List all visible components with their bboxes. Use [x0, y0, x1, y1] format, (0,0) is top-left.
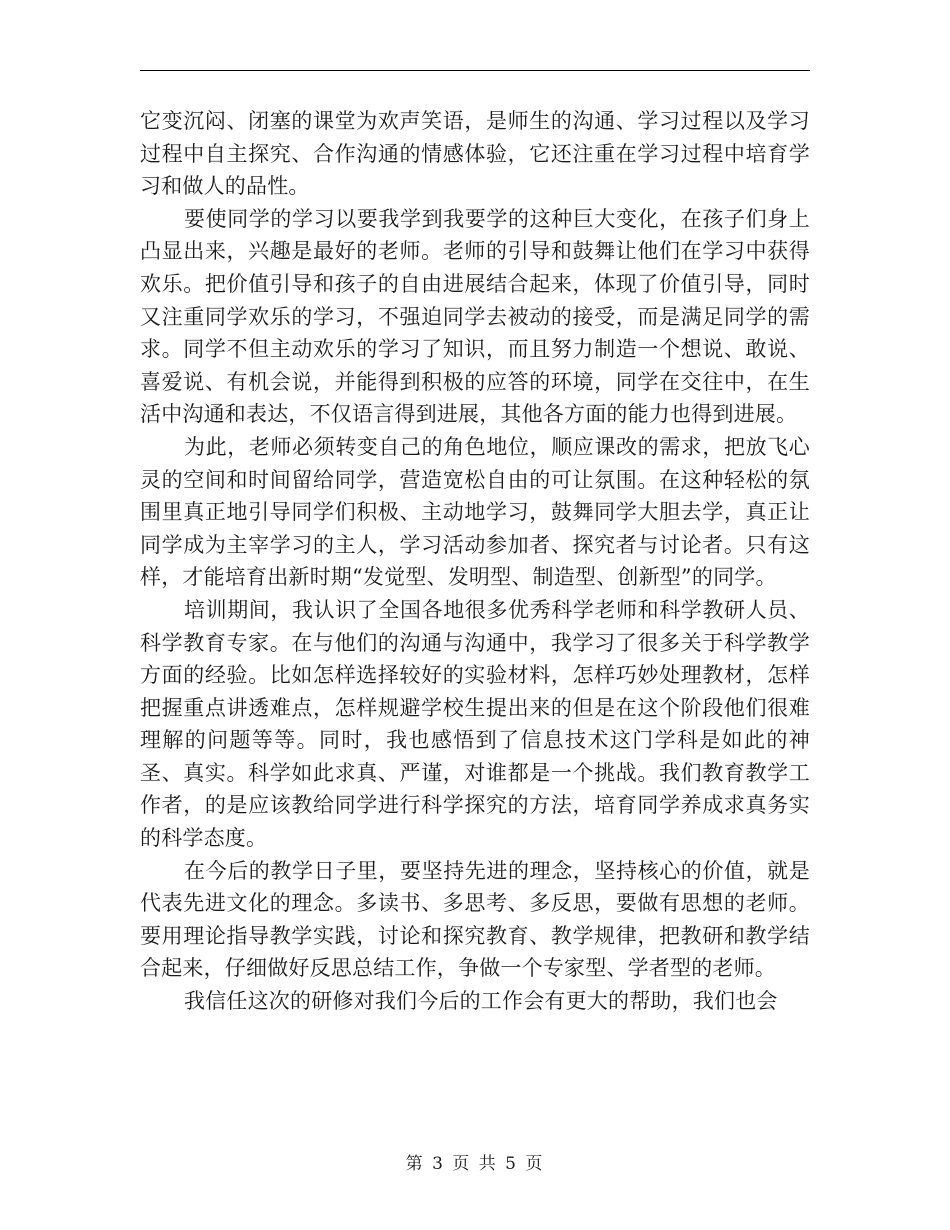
paragraph-4: 培训期间，我认识了全国各地很多优秀科学老师和科学教研人员、科学教育专家。在与他们的沟通与沟通中，我学习了很多关于科学教学方面的经验。比如怎样选择较好的实验材料，怎样巧妙处理教材，怎样把握重点讲透难点，怎样规避学校生提出来的但是在这个阶段他们很难理解的问题等等。同时，我也感悟到了信息技术这门学科是如此的神圣、真实。科学如此求真、严谨，对谁都是一个挑战。我们教育教学工作者，的是应该教给同学进行科学探究的方法，培育同学养成求真务实的科学态度。	[140, 597, 810, 851]
header-rule	[140, 70, 810, 71]
paragraph-3: 为此，老师必须转变自己的角色地位，顺应课改的需求，把放飞心灵的空间和时间留给同学，营造宽松自由的可让氛围。在这种轻松的氛围里真正地引导同学们积极、主动地学习，鼓舞同学大胆去学，真正让同学成为主宰学习的主人，学习活动参加者、探究者与讨论者。只有这样，才能培育出新时期“发觉型、发明型、制造型、创新型”的同学。	[140, 434, 810, 590]
paragraph-6: 我信任这次的研修对我们今后的工作会有更大的帮助，我们也会	[184, 989, 778, 1014]
paragraph-2: 要使同学的学习以要我学到我要学的这种巨大变化，在孩子们身上凸显出来，兴趣是最好的老师。老师的引导和鼓舞让他们在学习中获得欢乐。把价值引导和孩子的自由进展结合起来，体现了价值引导，同时又注重同学欢乐的学习，不强迫同学去被动的接受，而是满足同学的需求。同学不但主动欢乐的学习了知识，而且努力制造一个想说、敢说、喜爱说、有机会说，并能得到积极的应答的环境，同学在交往中，在生活中沟通和表达，不仅语言得到进展，其他各方面的能力也得到进展。	[140, 206, 810, 427]
paragraph-5: 在今后的教学日子里，要坚持先进的理念，坚持核心的价值，就是代表先进文化的理念。多读书、多思考、多反思，要做有思想的老师。要用理论指导教学实践，讨论和探究教育、教学规律，把教研和教学结合起来，仔细做好反思总结工作，争做一个专家型、学者型的老师。	[140, 858, 810, 981]
paragraph-1: 它变沉闷、闭塞的课堂为欢声笑语，是师生的沟通、学习过程以及学习过程中自主探究、合作沟通的情感体验，它还注重在学习过程中培育学习和做人的品性。	[140, 109, 810, 199]
page-number-footer: 第 3 页 共 5 页	[405, 1154, 545, 1174]
body-text	[140, 105, 810, 1018]
